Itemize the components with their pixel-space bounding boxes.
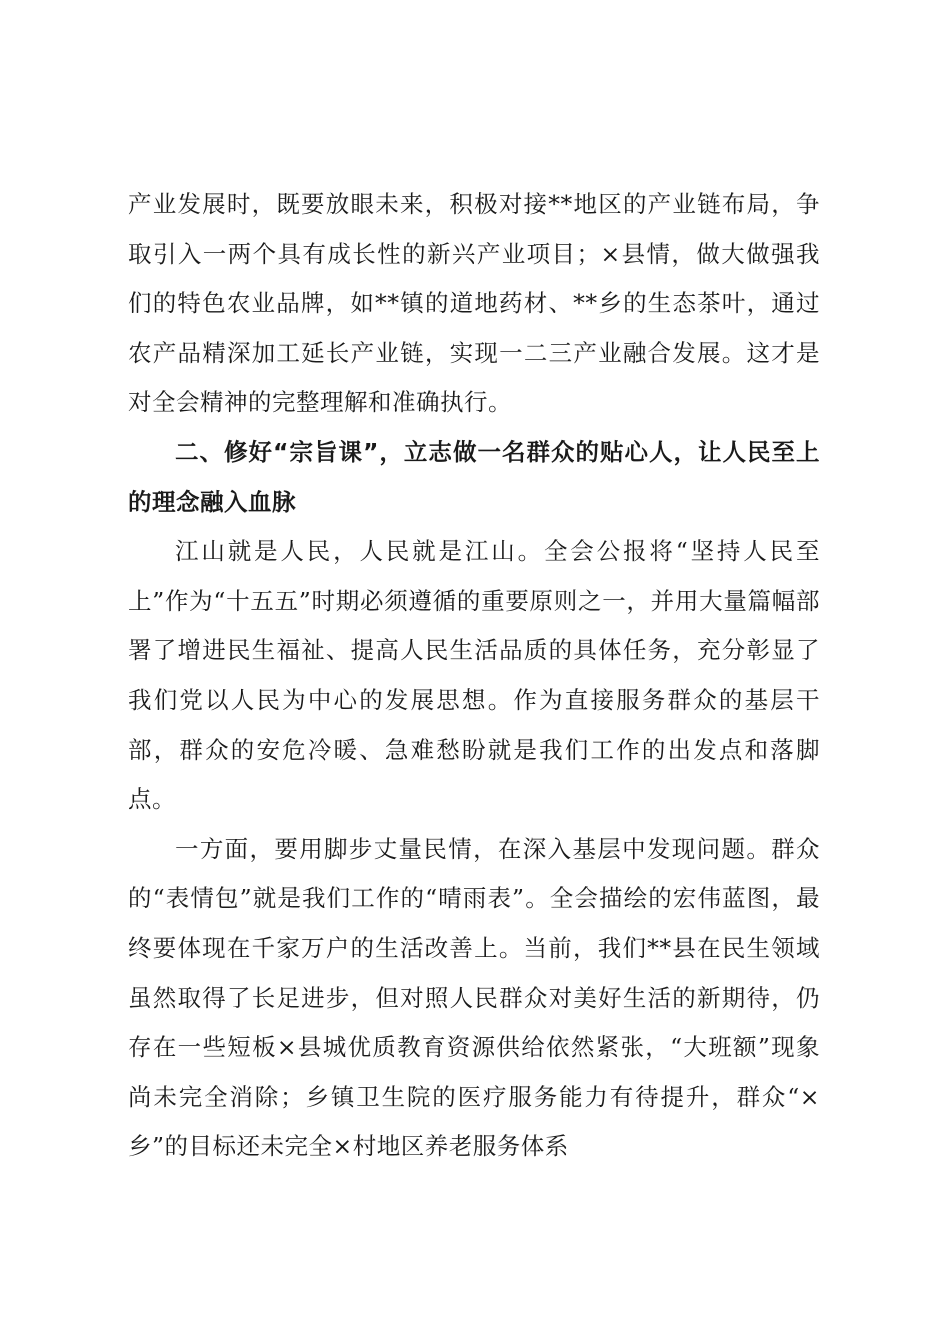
document-body [128, 180, 820, 1172]
paragraph-industry-development: 产业发展时，既要放眼未来，积极对接**地区的产业链布局，争取引入一两个具有成长性的新兴产业项目；×县情，做大做强我们的特色农业品牌，如**镇的道地药材、**乡的生态茶叶，通过农产品精深加工延长产业链，实现一二三产业融合发展。这才是对全会精神的完整理解和准确执行。 [128, 190, 820, 417]
section-heading-two: 二、修好“宗旨课”，立志做一名群众的贴心人，让人民至上的理念融入血脉 [128, 437, 820, 516]
paragraph-people-first: 江山就是人民，人民就是江山。全会公报将“坚持人民至上”作为“十五五”时期必须遵循的重要原则之一，并用大量篇幅部署了增进民生福祉、提高人民生活品质的具体任务，充分彰显了我们党以人民为中心的发展思想。作为直接服务群众的基层干部，群众的安危冷暖、急难愁盼就是我们工作的出发点和落脚点。 [128, 537, 820, 814]
paragraph-grassroots-survey: 一方面，要用脚步丈量民情，在深入基层中发现问题。群众的“表情包”就是我们工作的“晴雨表”。全会描绘的宏伟蓝图，最终要体现在千家万户的生活改善上。当前，我们**县在民生领域虽然取得了长足进步，但对照人民群众对美好生活的新期待，仍存在一些短板×县城优质教育资源供给依然紧张，“大班额”现象尚未完全消除；乡镇卫生院的医疗服务能力有待提升，群众“×乡”的目标还未完全×村地区养老服务体系 [128, 834, 820, 1161]
